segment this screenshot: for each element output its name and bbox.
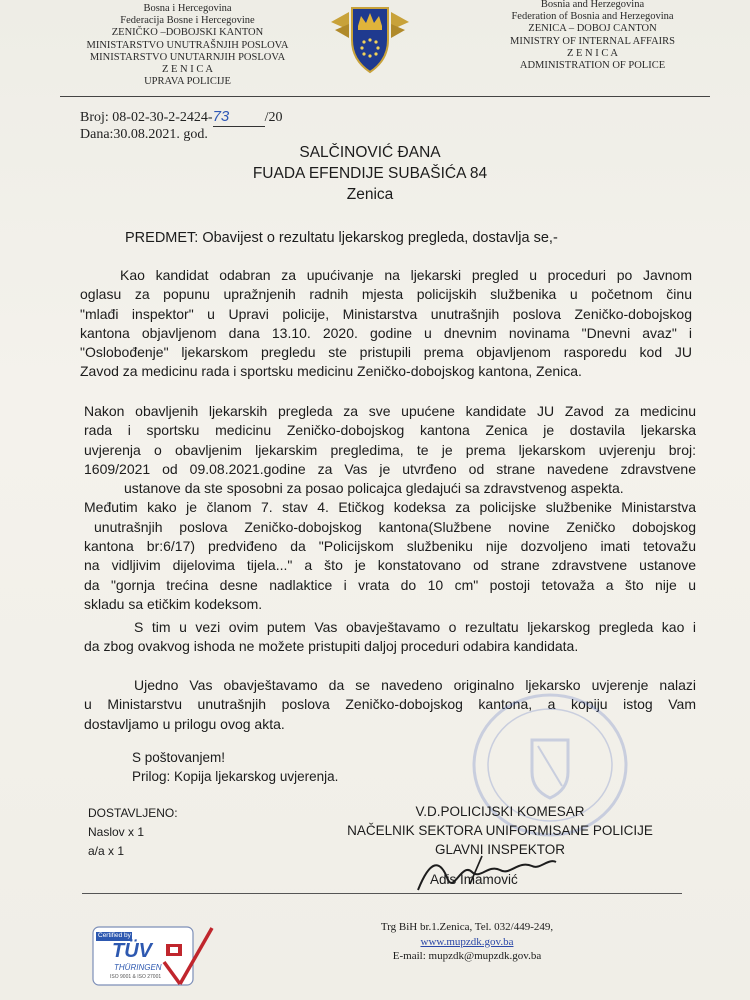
header-left-line: MINISTARSTVO UNUTARNJIH POSLOVA — [89, 51, 286, 63]
paragraph-3 — [84, 618, 696, 657]
document-number-label: Broj: 08-02-30-2-2424- — [80, 110, 213, 125]
signature-title: GLAVNI INSPEKTOR — [434, 842, 566, 857]
police-crest-icon — [325, 0, 415, 74]
paragraph-line: "mlađi inspektor" u Upravi policije, Ministarstva unutrašnjih poslova Zeničko-dobojskog — [80, 305, 692, 322]
addressee-city: Zenica — [346, 186, 394, 203]
paragraph-line: Zavod za medicinu rada i sportsku medicinu Zeničko-dobojskog kantona, Zenica. — [80, 363, 582, 380]
tuv-certification-logo — [92, 926, 216, 988]
paragraph-line: skladu sa etičkim kodeksom. — [84, 595, 263, 612]
header-left-line: MINISTARSTVO UNUTRAŠNJIH POSLOVA — [86, 39, 289, 51]
header-right-line: Z E N I C A — [566, 47, 619, 59]
closing-greeting: S poštovanjem! — [132, 750, 226, 765]
signature-name: Adis Imamović — [430, 872, 518, 887]
paragraph-line: na vidljivim dijelovima tijela..." a što je konstatovano od strane zdravstvene ustanove — [84, 557, 696, 574]
header-divider — [60, 96, 710, 97]
paragraph-line: u Ministarstvu unutrašnjih poslova Zeničko-dobojskog kantona, a kopiju istog Vam — [84, 696, 696, 713]
paragraph-2 — [84, 402, 696, 614]
header-right-line: ZENICA – DOBOJ CANTON — [528, 23, 657, 35]
paragraph-line: Kao kandidat odabran za upućivanje na ljekarski pregled u proceduri po Javnom — [120, 267, 692, 283]
delivered-line: a/a x 1 — [88, 844, 125, 858]
delivered-block — [88, 804, 178, 861]
paragraph-line: uvjerenja o obavljenim ljekarskim pregledima, te je prema ljekarskom uvjerenju broj: — [84, 441, 696, 458]
paragraph-line: da zbog ovakvog ishoda ne možete pristupiti daljoj proceduri odabira kandidata. — [84, 638, 579, 655]
delivered-line: Naslov x 1 — [88, 825, 145, 839]
paragraph-line: ustanove da ste sposobni za posao policajca gledajući sa zdravstvenog aspekta. — [124, 480, 624, 497]
paragraph-line: da "gornja trećina desne nadlaktice i vrata do 10 cm" postoji tetovaža a što nije u — [84, 576, 696, 593]
document-number-suffix: /20 — [264, 110, 283, 125]
footer-website-link[interactable]: www.mupzdk.gov.ba — [420, 935, 514, 948]
paragraph-line: Nakon obavljenih ljekarskih pregleda za sve upućene kandidate JU Zavod za medicinu — [84, 403, 696, 419]
closing-block — [132, 748, 338, 786]
footer-divider — [82, 893, 682, 894]
header-left-line: Federacija Bosne i Hercegovine — [120, 15, 255, 27]
delivered-label: DOSTAVLJENO: — [88, 806, 178, 820]
signature-title: NAČELNIK SEKTORA UNIFORMISANE POLICIJE — [347, 823, 653, 838]
subject-line: PREDMET: Obavijest o rezultatu ljekarskog pregleda, dostavlja se,- — [125, 230, 558, 246]
paragraph-line: "Oslobođenje" ljekarskom pregledu ste pristupili prema objavljenom rasporedu kod JU — [80, 344, 692, 361]
document-date: Dana:30.08.2021. god. — [80, 127, 208, 142]
header-right-line: Bosnia and Herzegovina — [540, 0, 645, 10]
addressee-block — [150, 142, 590, 205]
tuv-certified-by: Certified by — [98, 932, 131, 939]
paragraph-1 — [80, 266, 692, 382]
footer-email[interactable]: E-mail: mupzdk@mupzdk.gov.ba — [392, 950, 542, 962]
header-right-block — [470, 0, 715, 72]
paragraph-line: Međutim kako je članom 7. stav 4. Etičkog kodeksa za policijske službenike Ministarstva — [84, 499, 696, 516]
tuv-brand: TÜV — [112, 940, 152, 962]
footer-address: Trg BiH br.1.Zenica, Tel. 032/449-249, — [380, 921, 554, 933]
header-left-line: ZENIČKO –DOBOJSKI KANTON — [111, 27, 264, 39]
paragraph-line: kantona br:6/17) predviđeno da "Policijskom službeniku nije dozvoljeno imati tetovažu — [84, 538, 696, 555]
header-right-line: Federation of Bosnia and Herzegovina — [511, 11, 674, 23]
paragraph-line: unutrašnjih poslova Zeničko-dobojskog kantona(Službene novine Zeničko dobojskog — [94, 518, 696, 535]
document-number-handwritten: 73 — [212, 108, 230, 125]
header-right-line: ADMINISTRATION OF POLICE — [519, 60, 666, 72]
signature-title: V.D.POLICIJSKI KOMESAR — [415, 804, 585, 819]
paragraph-line: oglasu za popunu upražnjenih radnih mjesta policijskih službenika u početnom činu — [80, 286, 692, 303]
header-left-line: Bosna i Hercegovina — [143, 3, 232, 14]
document-number — [80, 108, 282, 127]
paragraph-line: Ujedno Vas obavještavamo da se navedeno originalno ljekarsko uvjerenje nalazi — [134, 677, 696, 693]
paragraph-line: kantona objavljenom dana 13.10. 2020. godine u dnevnim novinama "Dnevni avaz" i — [80, 324, 692, 341]
header-left-line: UPRAVA POLICIJE — [144, 76, 231, 88]
header-left-block — [75, 3, 300, 88]
header-right-line: MINISTRY OF INTERNAL AFFAIRS — [509, 35, 675, 47]
paragraph-line: dostavljamo u prilogu ovog akta. — [84, 715, 285, 732]
paragraph-line: S tim u vezi ovim putem Vas obavještavamo o rezultatu ljekarskog pregleda kao i — [134, 619, 696, 635]
footer-block — [352, 920, 582, 964]
addressee-street: FUADA EFENDIJE SUBAŠIĆA 84 — [252, 165, 488, 182]
paragraph-line: 1609/2021 od 09.08.2021.godine za Vas je utvrđeno od strane navedene zdravstvene — [84, 460, 696, 477]
paragraph-line: rada i sportsku medicinu Zeničko-dobojskog kantona Zenica je dostavila ljekarska — [84, 422, 696, 439]
addressee-name: SALČINOVIĆ ĐANA — [299, 144, 441, 161]
closing-attachment: Prilog: Kopija ljekarskog uvjerenja. — [132, 769, 339, 784]
tuv-standard: ISO 9001 & ISO 27001 — [110, 974, 162, 980]
header-left-line: Z E N I C A — [161, 64, 214, 76]
tuv-region: THÜRINGEN — [114, 963, 162, 972]
